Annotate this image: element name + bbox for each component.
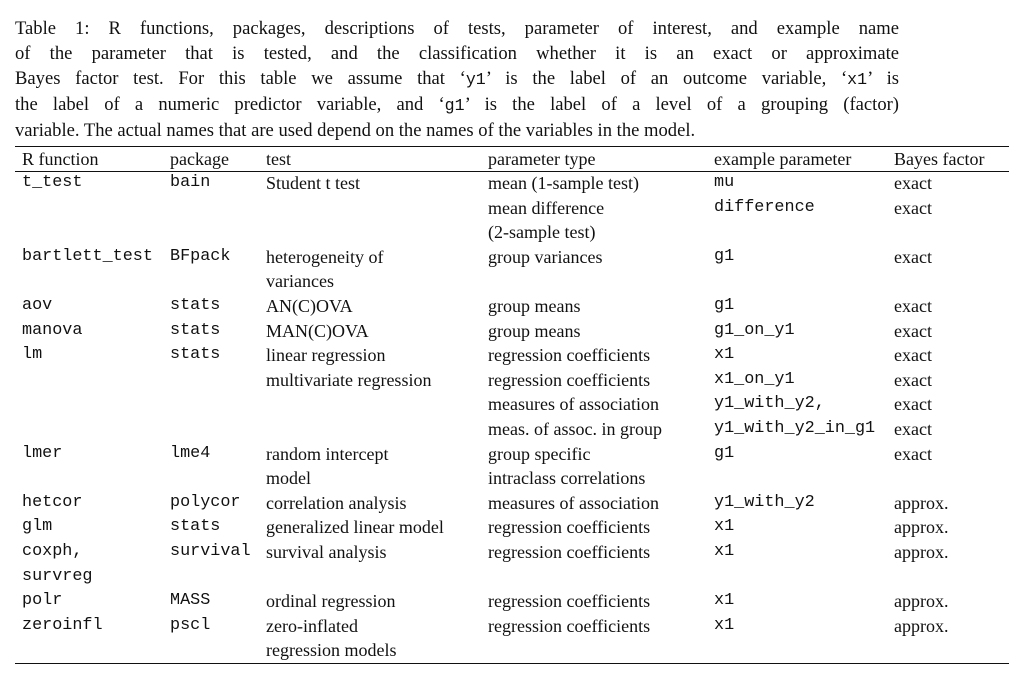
cell-package: stats xyxy=(170,320,221,340)
cell-bayes-factor: exact xyxy=(894,369,932,390)
cell-test: regression models xyxy=(266,640,397,661)
table-row xyxy=(15,392,1009,417)
header-r-function: R function xyxy=(22,148,99,169)
cell-parameter-type: intraclass correlations xyxy=(488,468,646,489)
cell-r-function: zeroinfl xyxy=(22,615,103,635)
table-row xyxy=(15,196,1009,221)
cell-example-parameter xyxy=(707,269,887,294)
table-row xyxy=(15,614,1009,639)
cell-parameter-type: regression coefficients xyxy=(488,517,651,538)
cell-test: linear regression xyxy=(266,345,386,366)
cell-bayes-factor xyxy=(887,269,1009,294)
cell-r-function: lmer xyxy=(22,443,63,463)
cell-r-function xyxy=(15,196,163,221)
cell-example-parameter: y1_with_y2, xyxy=(714,394,825,414)
table-row xyxy=(15,417,1009,442)
cell-parameter-type: mean difference xyxy=(488,197,605,218)
table-row xyxy=(15,269,1009,294)
header-test: test xyxy=(266,148,291,169)
cell-r-function: coxph, xyxy=(22,541,83,561)
cell-bayes-factor: approx. xyxy=(894,541,949,562)
cell-package: lme4 xyxy=(170,443,211,463)
cell-example-parameter: y1_with_y2_in_g1 xyxy=(714,418,876,438)
caption-text: Table 1: R functions, packages, descriptions of tests, parameter of interest, and example name xyxy=(15,18,899,39)
cell-test: model xyxy=(266,468,311,489)
cell-parameter-type xyxy=(481,269,707,294)
table-row xyxy=(15,368,1009,393)
header-example-parameter: example parameter xyxy=(714,148,852,169)
cell-test: variances xyxy=(266,271,334,292)
cell-test: AN(C)OVA xyxy=(266,295,353,316)
cell-parameter-type: meas. of assoc. in group xyxy=(488,418,662,439)
cell-parameter-type: regression coefficients xyxy=(488,369,651,390)
cell-r-function xyxy=(15,638,163,663)
cell-package: stats xyxy=(170,295,221,315)
cell-example-parameter: x1 xyxy=(714,345,735,365)
cell-package: survival xyxy=(170,541,251,561)
cell-bayes-factor: exact xyxy=(894,197,932,218)
cell-parameter-type: regression coefficients xyxy=(488,345,651,366)
cell-test xyxy=(259,417,481,442)
cell-r-function: t_test xyxy=(22,173,83,192)
cell-bayes-factor: exact xyxy=(894,295,932,316)
caption-text: ’ is the label of an outcome variable, ‘ xyxy=(485,68,848,89)
cell-example-parameter: mu xyxy=(714,173,735,192)
cell-bayes-factor: exact xyxy=(894,345,932,366)
caption-line xyxy=(15,118,899,143)
cell-package: stats xyxy=(170,517,221,537)
cell-parameter-type: group means xyxy=(488,320,581,341)
cell-bayes-factor xyxy=(887,638,1009,663)
table-row xyxy=(15,515,1009,540)
cell-example-parameter: y1_with_y2 xyxy=(714,492,815,512)
cell-test: MAN(C)OVA xyxy=(266,320,369,341)
caption-text: ’ is the label of a level of a grouping (factor) xyxy=(464,94,899,115)
cell-test xyxy=(259,565,481,590)
cell-example-parameter: g1 xyxy=(714,443,735,463)
cell-package xyxy=(163,269,259,294)
cell-test: ordinal regression xyxy=(266,591,396,612)
table-row xyxy=(15,466,1009,491)
cell-example-parameter: x1_on_y1 xyxy=(714,369,795,389)
caption-line xyxy=(15,16,899,41)
caption-line xyxy=(15,92,899,118)
cell-package xyxy=(163,392,259,417)
cell-example-parameter: x1 xyxy=(714,517,735,537)
cell-package: bain xyxy=(170,173,211,192)
cell-r-function: polr xyxy=(22,591,63,611)
cell-r-function xyxy=(15,417,163,442)
table-row xyxy=(15,638,1009,663)
cell-parameter-type: measures of association xyxy=(488,492,659,513)
cell-bayes-factor: exact xyxy=(894,443,932,464)
cell-r-function xyxy=(15,220,163,245)
table-row xyxy=(15,220,1009,245)
cell-parameter-type xyxy=(481,565,707,590)
table-row xyxy=(15,491,1009,516)
table-row xyxy=(15,565,1009,590)
functions-table xyxy=(15,147,1009,663)
cell-parameter-type: measures of association xyxy=(488,394,659,415)
cell-r-function: survreg xyxy=(22,566,93,586)
cell-package: BFpack xyxy=(170,246,231,266)
cell-r-function: glm xyxy=(22,517,53,537)
caption-code: y1 xyxy=(465,70,486,89)
table-row xyxy=(15,589,1009,614)
cell-example-parameter: x1 xyxy=(714,615,735,635)
caption-text: the label of a numeric predictor variable, and ‘ xyxy=(15,94,445,115)
caption-line xyxy=(15,41,899,66)
cell-bayes-factor: approx. xyxy=(894,517,949,538)
cell-r-function xyxy=(15,466,163,491)
cell-bayes-factor: approx. xyxy=(894,492,949,513)
cell-example-parameter xyxy=(707,638,887,663)
cell-test xyxy=(259,392,481,417)
table-row xyxy=(15,442,1009,467)
cell-bayes-factor: exact xyxy=(894,173,932,193)
table-caption xyxy=(15,16,899,143)
cell-example-parameter: g1 xyxy=(714,295,735,315)
cell-bayes-factor: exact xyxy=(894,320,932,341)
header-parameter-type: parameter type xyxy=(488,148,596,169)
cell-test: Student t test xyxy=(266,173,360,193)
cell-r-function xyxy=(15,368,163,393)
cell-test: random intercept xyxy=(266,443,389,464)
cell-parameter-type: regression coefficients xyxy=(488,541,651,562)
cell-example-parameter: x1 xyxy=(714,591,735,611)
cell-example-parameter: x1 xyxy=(714,541,735,561)
caption-text: Bayes factor test. For this table we assume that ‘ xyxy=(15,68,466,89)
cell-bayes-factor: exact xyxy=(894,246,932,267)
cell-parameter-type xyxy=(481,638,707,663)
cell-r-function xyxy=(15,392,163,417)
cell-bayes-factor xyxy=(887,565,1009,590)
cell-package xyxy=(163,417,259,442)
caption-code: g1 xyxy=(444,96,465,115)
cell-parameter-type: regression coefficients xyxy=(488,591,651,612)
cell-test: heterogeneity of xyxy=(266,246,384,267)
cell-package xyxy=(163,220,259,245)
cell-example-parameter: g1_on_y1 xyxy=(714,320,795,340)
cell-bayes-factor xyxy=(887,220,1009,245)
cell-r-function xyxy=(15,269,163,294)
header-bayes-factor: Bayes factor xyxy=(894,148,985,169)
cell-bayes-factor: exact xyxy=(894,418,932,439)
cell-example-parameter xyxy=(707,565,887,590)
header-package: package xyxy=(170,148,229,169)
table-row xyxy=(15,540,1009,565)
cell-parameter-type: group variances xyxy=(488,246,603,267)
caption-text: ’ is xyxy=(867,68,900,89)
caption-code: x1 xyxy=(847,70,868,89)
cell-test: correlation analysis xyxy=(266,492,407,513)
table-row xyxy=(15,319,1009,344)
cell-package xyxy=(163,638,259,663)
cell-package xyxy=(163,565,259,590)
table-row xyxy=(15,294,1009,319)
cell-bayes-factor: approx. xyxy=(894,615,949,636)
cell-r-function: hetcor xyxy=(22,492,83,512)
cell-bayes-factor: exact xyxy=(894,394,932,415)
cell-parameter-type: mean (1-sample test) xyxy=(488,173,639,193)
header-row xyxy=(15,147,1009,171)
cell-example-parameter xyxy=(707,466,887,491)
cell-r-function: aov xyxy=(22,295,53,315)
cell-package: pscl xyxy=(170,615,211,635)
caption-text: of the parameter that is tested, and the classification whether it is an exact or approximate xyxy=(15,43,899,64)
bottom-rule xyxy=(15,663,1009,664)
cell-parameter-type: (2-sample test) xyxy=(488,222,596,243)
cell-package: stats xyxy=(170,345,221,365)
cell-package xyxy=(163,466,259,491)
cell-parameter-type: group means xyxy=(488,295,581,316)
cell-package: polycor xyxy=(170,492,241,512)
cell-test: survival analysis xyxy=(266,541,387,562)
cell-bayes-factor xyxy=(887,466,1009,491)
cell-test: generalized linear model xyxy=(266,517,444,538)
cell-example-parameter: g1 xyxy=(714,246,735,266)
cell-parameter-type: group specific xyxy=(488,443,591,464)
cell-test: zero-inflated xyxy=(266,615,358,636)
cell-example-parameter: difference xyxy=(714,197,815,217)
cell-r-function: bartlett_test xyxy=(22,246,153,266)
table-row xyxy=(15,245,1009,270)
cell-example-parameter xyxy=(707,220,887,245)
cell-r-function: lm xyxy=(22,345,43,365)
table-row xyxy=(15,171,1009,196)
cell-r-function: manova xyxy=(22,320,83,340)
caption-text: variable. The actual names that are used depend on the names of the variables in the model. xyxy=(15,120,696,141)
cell-bayes-factor: approx. xyxy=(894,591,949,612)
cell-package: MASS xyxy=(170,591,211,611)
cell-test xyxy=(259,220,481,245)
cell-test: multivariate regression xyxy=(266,369,432,390)
cell-test xyxy=(259,196,481,221)
table-row xyxy=(15,343,1009,368)
cell-parameter-type: regression coefficients xyxy=(488,615,651,636)
caption-line xyxy=(15,66,899,92)
cell-package xyxy=(163,368,259,393)
cell-package xyxy=(163,196,259,221)
